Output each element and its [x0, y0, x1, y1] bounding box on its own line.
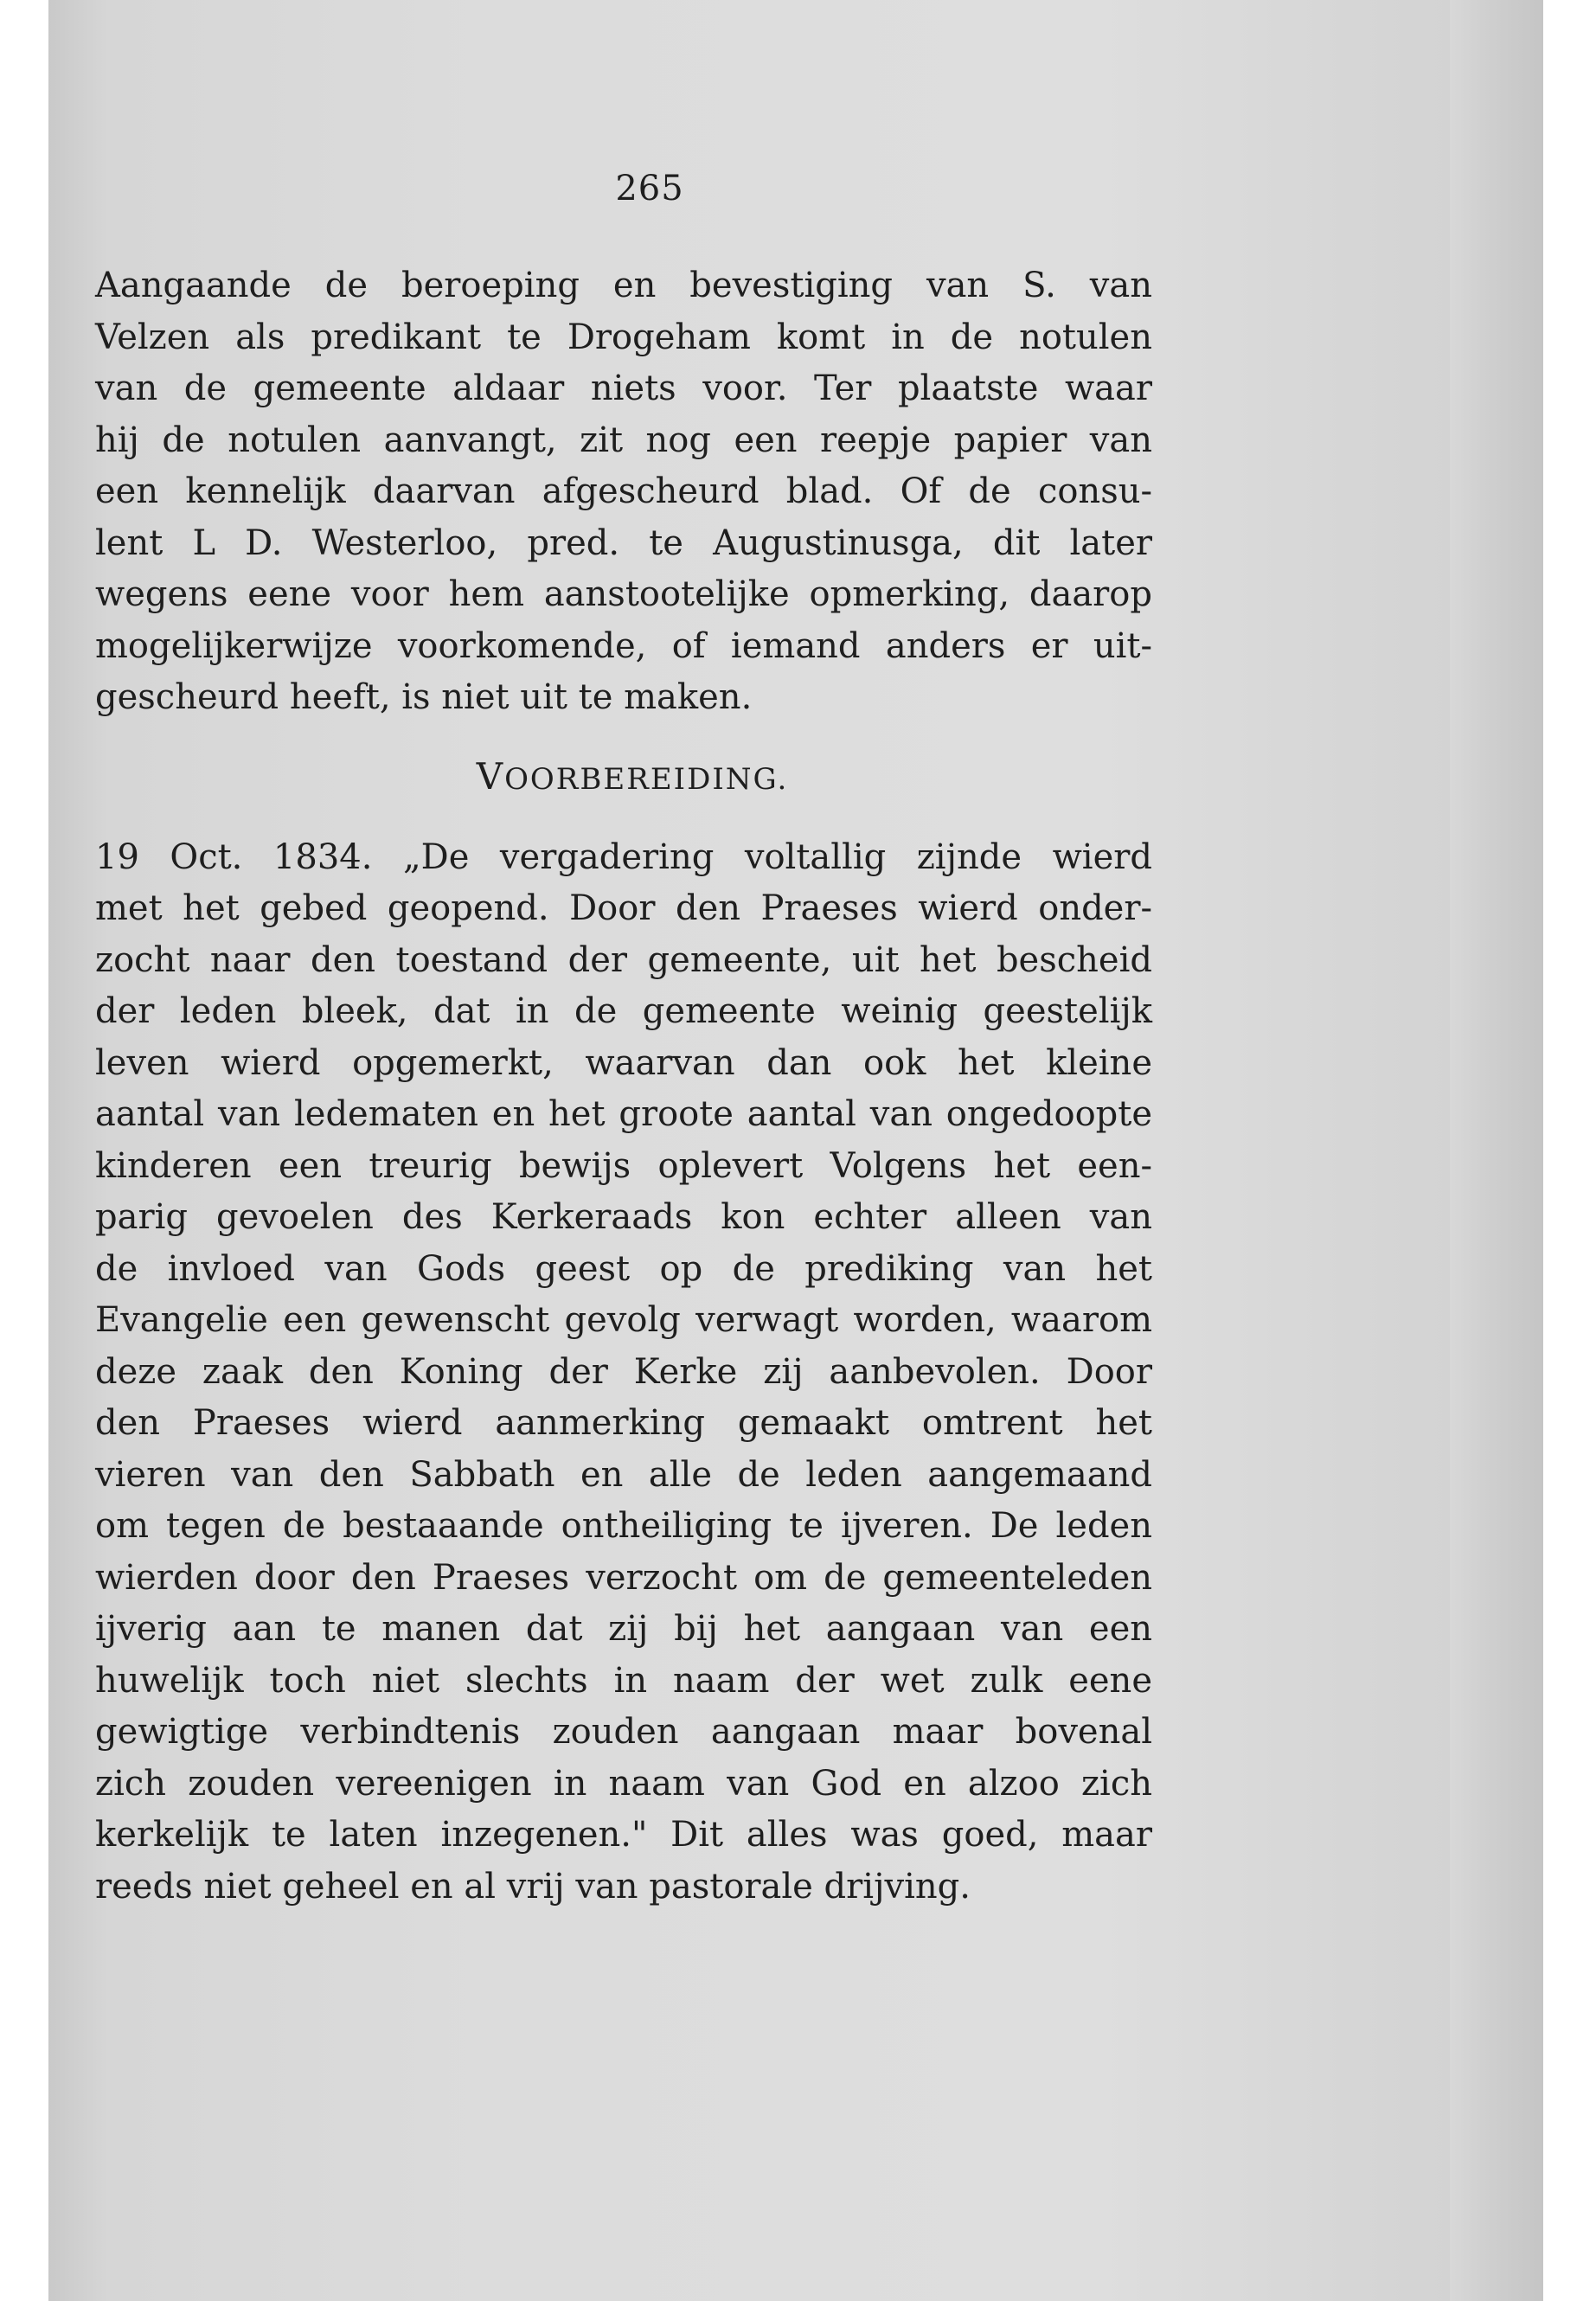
text-line: kinderen een treurig bewijs oplevert Volgens het een-: [95, 1145, 1152, 1186]
text-line: aantal van ledematen en het groote aantal van ongedoopte: [95, 1094, 1152, 1134]
page-number: 265: [615, 169, 684, 208]
text-line: met het gebed geopend. Door den Praeses wierd onder-: [95, 888, 1152, 928]
text-line: wegens eene voor hem aanstootelijke opmerking, daarop: [95, 574, 1152, 614]
text-line: gewigtige verbindtenis zouden aangaan maar bovenal: [95, 1712, 1152, 1752]
heading-initial: V: [476, 754, 505, 798]
page-edge-shadow: [1450, 0, 1543, 2301]
text-line: wierden door den Praeses verzocht om de gemeenteleden: [95, 1557, 1152, 1598]
text-line: mogelijkerwijze voorkomende, of iemand anders er uit-: [95, 625, 1152, 666]
text-line: lent L D. Westerloo, pred. te Augustinusga, dit later: [95, 522, 1152, 563]
text-line: een kennelijk daarvan afgescheurd blad. Of de consu-: [95, 471, 1152, 511]
text-line: van de gemeente aldaar niets voor. Ter plaatste waar: [95, 369, 1152, 408]
text-line: zocht naar den toestand der gemeente, uit het bescheid: [95, 939, 1152, 980]
text-line: reeds niet geheel en al vrij van pastorale drijving.: [95, 1866, 971, 1907]
text-line: vieren van den Sabbath en alle de leden aangemaand: [95, 1454, 1152, 1495]
text-line: ijverig aan te manen dat zij bij het aangaan van een: [95, 1609, 1152, 1649]
text-line: parig gevoelen des Kerkeraads kon echter alleen van: [95, 1197, 1152, 1237]
text-line: om tegen de bestaaande ontheiliging te ijveren. De leden: [95, 1506, 1152, 1546]
text-line: zich zouden vereenigen in naam van God en alzoo zich: [95, 1763, 1152, 1804]
section-heading: [95, 755, 1152, 798]
text-line: der leden bleek, dat in de gemeente weinig geestelijk: [95, 991, 1152, 1031]
text-line: den Praeses wierd aanmerking gemaakt omtrent het: [95, 1403, 1152, 1443]
text-line: hij de notulen aanvangt, zit nog een reepje papier van: [95, 420, 1152, 460]
text-line: de invloed van Gods geest op de prediking van het: [95, 1248, 1152, 1289]
text-line: Velzen als predikant te Drogeham komt in de notulen: [95, 317, 1152, 357]
page-text: [95, 169, 1152, 1913]
text-line: gescheurd heeft, is niet uit te maken.: [95, 677, 753, 717]
text-line: leven wierd opgemerkt, waarvan dan ook het kleine: [95, 1042, 1152, 1083]
heading-rest: OORBEREIDING.: [504, 761, 789, 797]
text-line: Evangelie een gewenscht gevolg verwagt worden, waarom: [95, 1300, 1152, 1340]
text-line: kerkelijk te laten inzegenen." Dit alles was goed, maar: [95, 1815, 1152, 1855]
text-line: deze zaak den Koning der Kerke zij aanbevolen. Door: [95, 1351, 1152, 1392]
text-line: Aangaande de beroeping en bevestiging van S. van: [95, 266, 1152, 305]
text-line: huwelijk toch niet slechts in naam der wet zulk eene: [95, 1660, 1152, 1701]
text-line: 19 Oct. 1834. „De vergadering voltallig zijnde wierd: [95, 836, 1152, 877]
paragraph-intro: [95, 260, 1152, 724]
paragraph-minutes: [95, 832, 1152, 1913]
